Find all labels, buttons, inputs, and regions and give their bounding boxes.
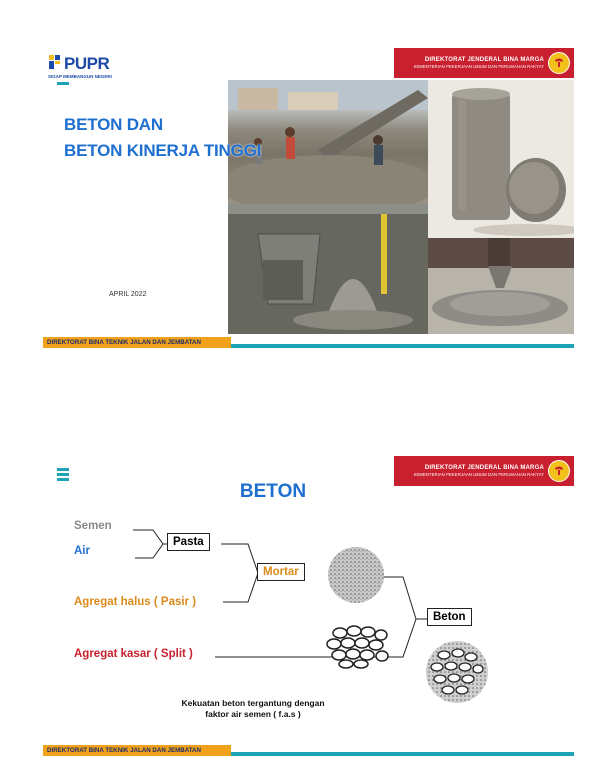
- mortar-box: Mortar: [257, 563, 305, 581]
- ministry-label: KEMENTERIAN PEKERJAAN UMUM DAN PERUMAHAN RAKYAT: [413, 64, 544, 69]
- footer-teal-stripe: [231, 344, 574, 348]
- agregat-halus-label: Agregat halus ( Pasir ): [74, 596, 197, 608]
- slide-title: [43, 48, 574, 348]
- mortar-texture-icon: [326, 545, 386, 605]
- footer-label: DIREKTORAT BINA TEKNIK JALAN DAN JEMBATAN: [43, 745, 231, 756]
- ministry-emblem-icon: [548, 52, 570, 74]
- air-label: Air: [74, 545, 90, 557]
- presentation-date: APRIL 2022: [109, 291, 147, 298]
- logo-text: PUPR: [64, 54, 110, 73]
- footer-label: DIREKTORAT BINA TEKNIK JALAN DAN JEMBATAN: [43, 337, 231, 348]
- slump-flow-photo: [428, 238, 574, 334]
- header-banner: [394, 48, 574, 78]
- agregat-kasar-label: Agregat kasar ( Split ): [74, 648, 193, 660]
- directorate-label: DIREKTORAT JENDERAL BINA MARGA: [424, 57, 544, 63]
- caption-text: [153, 698, 353, 720]
- ministry-label: KEMENTERIAN PEKERJAAN UMUM DAN PERUMAHAN RAKYAT: [413, 472, 544, 477]
- accent-dash: [57, 82, 69, 85]
- slide-title-text: BETON: [239, 481, 307, 502]
- slide-title-text: [64, 112, 261, 164]
- pupr-logo: [48, 54, 112, 79]
- concrete-cylinder-photo: [428, 80, 574, 238]
- directorate-label: DIREKTORAT JENDERAL BINA MARGA: [424, 465, 544, 471]
- caption-line-2: faktor air semen ( f.a.s ): [205, 709, 301, 719]
- beton-box: Beton: [427, 608, 472, 626]
- logo-tagline: SIGAP MEMBANGUN NEGERI: [48, 74, 112, 79]
- pupr-emblem-icon: [48, 54, 64, 70]
- title-line-1: BETON DAN: [64, 115, 163, 134]
- footer-bar: [43, 337, 574, 348]
- slump-test-photo: [228, 204, 428, 334]
- footer-teal-stripe: [231, 752, 574, 756]
- coarse-aggregate-icon: [326, 623, 394, 669]
- footer-bar: [43, 745, 574, 756]
- caption-line-1: Kekuatan beton tergantung dengan: [181, 698, 325, 708]
- slide-beton: [43, 456, 574, 756]
- concrete-texture-icon: [424, 639, 490, 705]
- pasta-box: Pasta: [167, 533, 210, 551]
- title-line-2: BETON KINERJA TINGGI: [64, 141, 262, 160]
- semen-label: Semen: [74, 520, 112, 532]
